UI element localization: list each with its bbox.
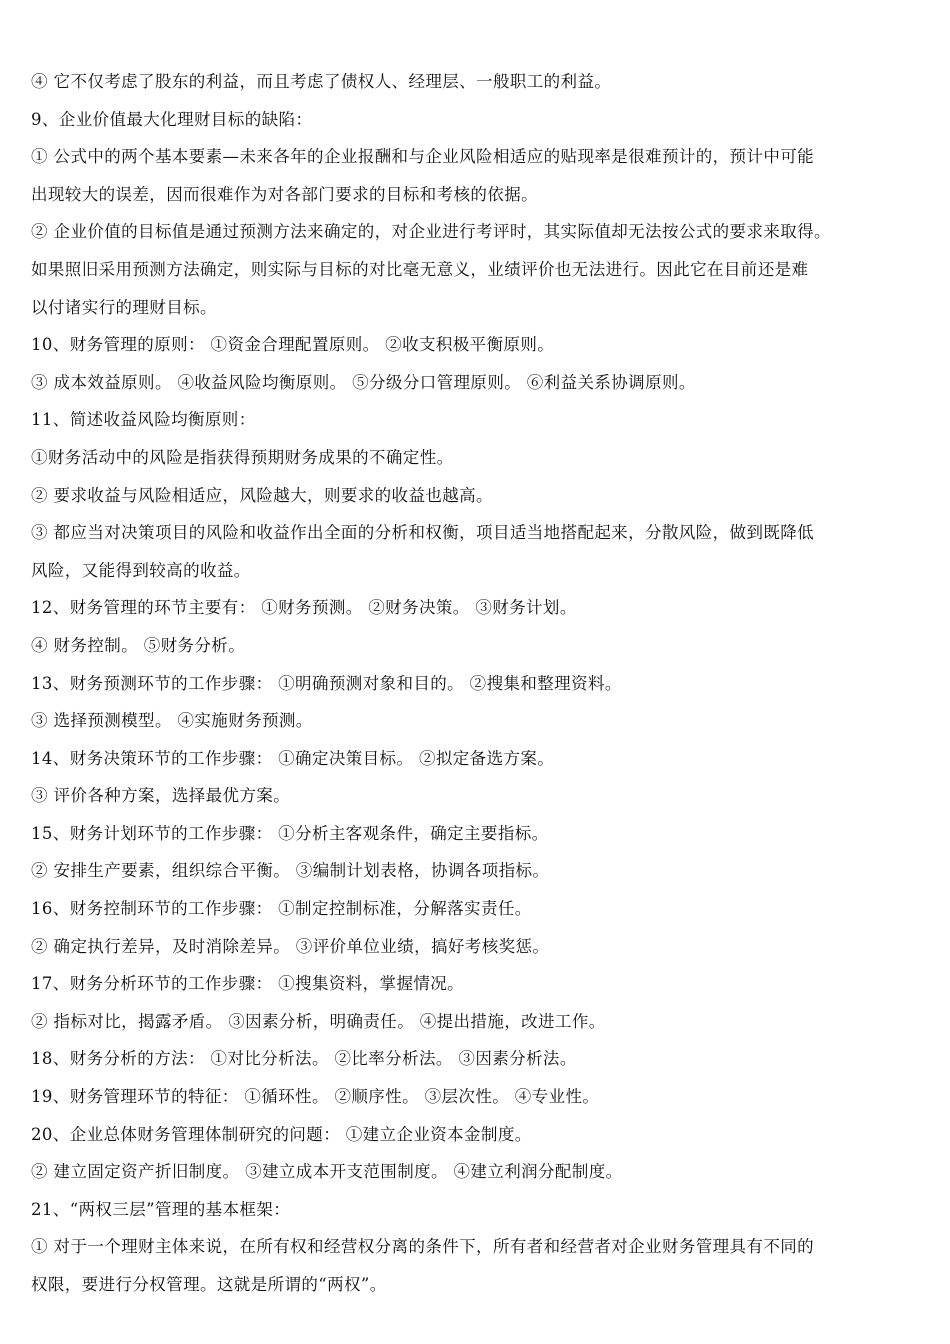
text-line: ① 公式中的两个基本要素—未来各年的企业报酬和与企业风险相适应的贴现率是很难预计的，预计中可能 — [31, 147, 815, 167]
text-line: ③ 选择预测模型。 ④实施财务预测。 — [31, 711, 313, 731]
text-line: 权限，要进行分权管理。这就是所谓的“两权”。 — [31, 1275, 387, 1294]
section-heading: 9、企业价值最大化理财目标的缺陷： — [31, 109, 313, 129]
text-line: 以付诸实行的理财目标。 — [31, 297, 217, 317]
text-line: ② 指标对比，揭露矛盾。 ③因素分析，明确责任。 ④提出措施，改进工作。 — [31, 1011, 606, 1031]
section-heading: 12、财务管理的环节主要有： ①财务预测。 ②财务决策。 ③财务计划。 — [31, 598, 577, 618]
text-line: ② 企业价值的目标值是通过预测方法来确定的，对企业进行考评时，其实际值却无法按公式的要求来取得。 — [31, 222, 831, 242]
text-line: ③ 成本效益原则。 ④收益风险均衡原则。 ⑤分级分口管理原则。 ⑥利益关系协调原则。 — [31, 372, 696, 392]
section-heading: 20、企业总体财务管理体制研究的问题： ①建立企业资本金制度。 — [31, 1124, 532, 1144]
text-line: ①财务活动中的风险是指获得预期财务成果的不确定性。 — [31, 447, 454, 467]
section-heading: 19、财务管理环节的特征： ①循环性。 ②顺序性。 ③层次性。 ④专业性。 — [31, 1087, 600, 1107]
text-line: 出现较大的误差，因而很难作为对各部门要求的目标和考核的依据。 — [31, 184, 538, 204]
text-line: 风险，又能得到较高的收益。 — [31, 560, 251, 580]
section-heading: 17、财务分析环节的工作步骤： ①搜集资料，掌握情况。 — [31, 974, 465, 994]
document-page — [31, 63, 931, 1304]
section-heading: 11、简述收益风险均衡原则： — [31, 410, 256, 430]
text-line: ③ 都应当对决策项目的风险和收益作出全面的分析和权衡，项目适当地搭配起来，分散风险，做到既降低 — [31, 523, 815, 543]
section-heading: 13、财务预测环节的工作步骤： ①明确预测对象和目的。 ②搜集和整理资料。 — [31, 673, 622, 693]
text-line: 如果照旧采用预测方法确定，则实际与目标的对比毫无意义，业绩评价也无法进行。因此它在目前还是难 — [31, 259, 809, 279]
text-line: ① 对于一个理财主体来说，在所有权和经营权分离的条件下，所有者和经营者对企业财务管理具有不同的 — [31, 1237, 815, 1257]
section-heading: 18、财务分析的方法： ①对比分析法。 ②比率分析法。 ③因素分析法。 — [31, 1049, 577, 1069]
section-heading: 16、财务控制环节的工作步骤： ①制定控制标准，分解落实责任。 — [31, 899, 532, 919]
text-line: ② 确定执行差异，及时消除差异。 ③评价单位业绩，搞好考核奖惩。 — [31, 936, 550, 956]
text-line: ③ 评价各种方案，选择最优方案。 — [31, 786, 291, 806]
section-heading: 21、“两权三层”管理的基本框架： — [31, 1199, 291, 1219]
text-line: ② 建立固定资产折旧制度。 ③建立成本开支范围制度。 ④建立利润分配制度。 — [31, 1162, 623, 1182]
text-line: ④ 它不仅考虑了股东的利益，而且考虑了债权人、经理层、一般职工的利益。 — [31, 72, 612, 91]
text-line: ② 要求收益与风险相适应，风险越大，则要求的收益也越高。 — [31, 485, 493, 505]
section-heading: 15、财务计划环节的工作步骤： ①分析主客观条件，确定主要指标。 — [31, 823, 549, 843]
section-heading: 14、财务决策环节的工作步骤： ①确定决策目标。 ②拟定备选方案。 — [31, 748, 555, 768]
text-line: ② 安排生产要素，组织综合平衡。 ③编制计划表格，协调各项指标。 — [31, 861, 550, 881]
section-heading: 10、财务管理的原则： ①资金合理配置原则。 ②收支积极平衡原则。 — [31, 335, 555, 355]
text-line: ④ 财务控制。 ⑤财务分析。 — [31, 635, 246, 655]
